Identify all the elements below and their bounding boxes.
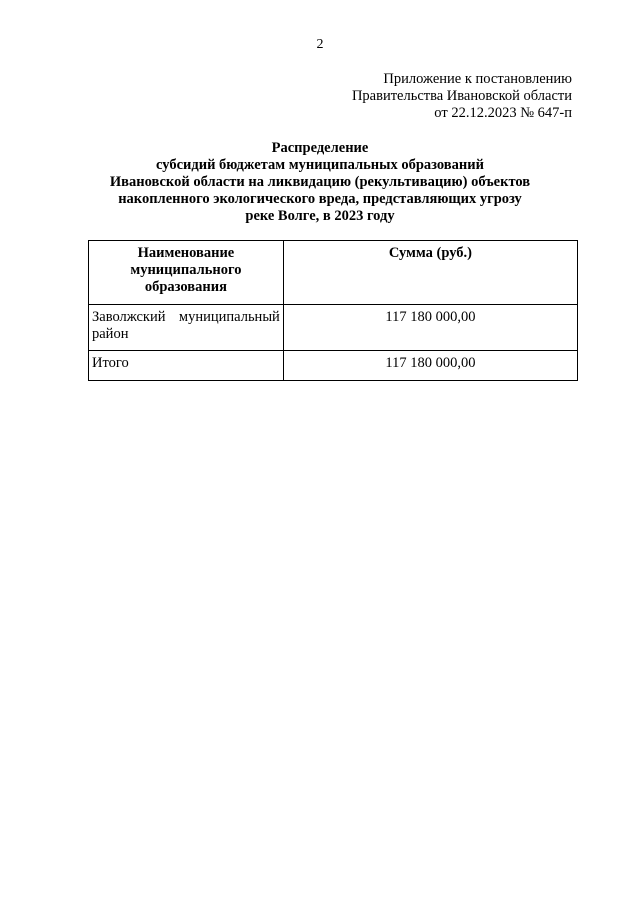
header-municipality xyxy=(89,241,284,305)
sum-cell: 117 180 000,00 xyxy=(283,305,577,351)
appendix-line-3: от 22.12.2023 № 647-п xyxy=(434,105,572,121)
title-line-1: Распределение xyxy=(271,140,369,156)
distribution-table xyxy=(88,240,578,381)
header-municipality-line-1: Наименование xyxy=(137,245,235,261)
header-municipality-line-3: образования xyxy=(144,279,227,295)
header-sum: Сумма (руб.) xyxy=(283,241,577,305)
appendix-line-1: Приложение к постановлению xyxy=(383,71,572,87)
page-number: 2 xyxy=(316,37,324,52)
appendix-reference xyxy=(352,71,572,122)
municipality-name-cell: Заволжский муниципальный район xyxy=(89,305,284,351)
appendix-line-2: Правительства Ивановской области xyxy=(351,88,572,104)
title-line-3: Ивановской области на ликвидацию (рекультивацию) объектов xyxy=(109,174,531,190)
table-header-row xyxy=(89,241,578,305)
document-title xyxy=(0,140,640,225)
total-label-cell: Итого xyxy=(89,351,284,381)
title-line-5: реке Волге, в 2023 году xyxy=(245,208,395,224)
table-row xyxy=(89,305,578,351)
header-municipality-line-2: муниципального xyxy=(130,262,242,278)
table-total-row xyxy=(89,351,578,381)
total-sum-cell: 117 180 000,00 xyxy=(283,351,577,381)
title-line-2: субсидий бюджетам муниципальных образований xyxy=(156,157,484,173)
title-line-4: накопленного экологического вреда, представляющих угрозу xyxy=(118,191,522,207)
